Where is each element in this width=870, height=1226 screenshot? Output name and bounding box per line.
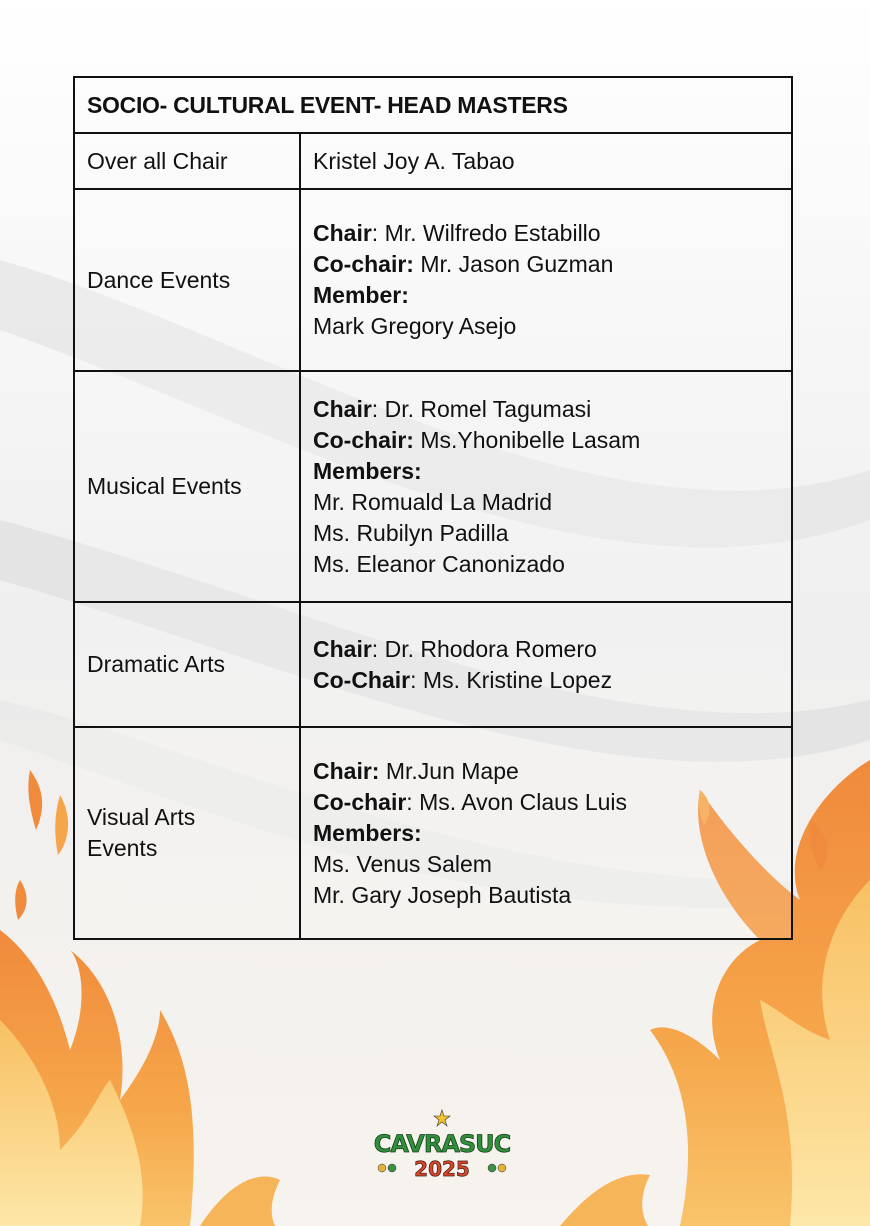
name-text: Mr.Jun Mape	[385, 757, 519, 784]
name-text: Dr. Romel Tagumasi	[384, 395, 592, 422]
assignment-cell	[300, 371, 792, 602]
name-text: Ms. Venus Salem	[313, 850, 492, 877]
role-label: Co-Chair	[313, 666, 411, 693]
role-label: Members:	[313, 457, 422, 484]
name-text: Ms. Kristine Lopez	[422, 666, 613, 693]
name-text: Mark Gregory Asejo	[313, 313, 517, 339]
role-separator: :	[371, 220, 385, 246]
category-cell	[74, 727, 300, 939]
assignment-line	[313, 456, 779, 487]
assignment-line	[313, 880, 779, 911]
assignment-line	[313, 665, 779, 696]
role-label: Co-chair	[313, 788, 407, 815]
name-text: Ms. Avon Claus Luis	[419, 788, 628, 815]
name-text: Mr. Jason Guzman	[420, 251, 614, 277]
category-text: Musical Events	[87, 473, 242, 499]
role-label: Member:	[313, 282, 409, 308]
role-label: Chair	[313, 220, 372, 246]
assignment-line	[313, 634, 779, 665]
category-text: Visual Arts	[87, 804, 196, 830]
assignment-line	[313, 425, 779, 456]
assignment-line	[313, 146, 779, 177]
assignment-line	[313, 280, 779, 311]
role-label: Co-chair:	[313, 426, 414, 453]
role-separator: :	[371, 635, 385, 662]
category-text: Dramatic Arts	[87, 651, 226, 677]
assignment-line	[313, 311, 779, 342]
role-label: Chair:	[313, 757, 380, 784]
category-cell	[74, 602, 300, 727]
role-separator: :	[406, 788, 420, 815]
role-label: Members:	[313, 819, 422, 846]
role-label: Co-chair:	[313, 251, 414, 277]
name-text: Mr. Wilfredo Estabillo	[384, 220, 601, 246]
logo-wordmark: CAVRASUC	[373, 1130, 511, 1158]
category-text: Over all Chair	[87, 147, 228, 174]
category-cell	[74, 371, 300, 602]
assignment-line	[313, 487, 779, 518]
assignment-line	[313, 218, 779, 249]
category-cell	[74, 133, 300, 189]
table-title: SOCIO- CULTURAL EVENT- HEAD MASTERS	[74, 77, 792, 133]
category-cell	[74, 189, 300, 371]
assignment-line	[313, 756, 779, 787]
assignment-line	[313, 787, 779, 818]
name-text: Mr. Romuald La Madrid	[313, 488, 553, 515]
star-icon	[434, 1110, 450, 1126]
role-label: Chair	[313, 395, 372, 422]
assignment-line	[313, 518, 779, 549]
role-label: Chair	[313, 635, 372, 662]
logo-year: 2025	[414, 1157, 470, 1181]
name-text: Ms. Rubilyn Padilla	[313, 519, 509, 546]
name-text: Kristel Joy A. Tabao	[313, 147, 515, 174]
category-text: Dance Events	[87, 266, 231, 293]
role-separator: :	[371, 395, 385, 422]
name-text: Mr. Gary Joseph Bautista	[313, 881, 572, 908]
name-text: Ms.Yhonibelle Lasam	[420, 426, 641, 453]
category-text: Events	[87, 835, 158, 861]
name-text: Ms. Eleanor Canonizado	[313, 550, 565, 577]
role-separator: :	[410, 666, 423, 693]
emblem-icon	[388, 1164, 396, 1172]
name-text: Dr. Rhodora Romero	[384, 635, 597, 662]
assignment-line	[313, 849, 779, 880]
assignment-line	[313, 818, 779, 849]
assignment-line	[313, 549, 779, 580]
assignment-cell	[300, 189, 792, 371]
assignment-line	[313, 249, 779, 280]
head-masters-table	[73, 76, 793, 940]
emblem-icon	[498, 1164, 506, 1172]
assignment-cell	[300, 602, 792, 727]
assignment-cell	[300, 727, 792, 939]
emblem-icon	[378, 1164, 386, 1172]
cavrasuc-logo	[362, 1108, 522, 1188]
assignment-cell	[300, 133, 792, 189]
assignment-line	[313, 394, 779, 425]
emblem-icon	[488, 1164, 496, 1172]
